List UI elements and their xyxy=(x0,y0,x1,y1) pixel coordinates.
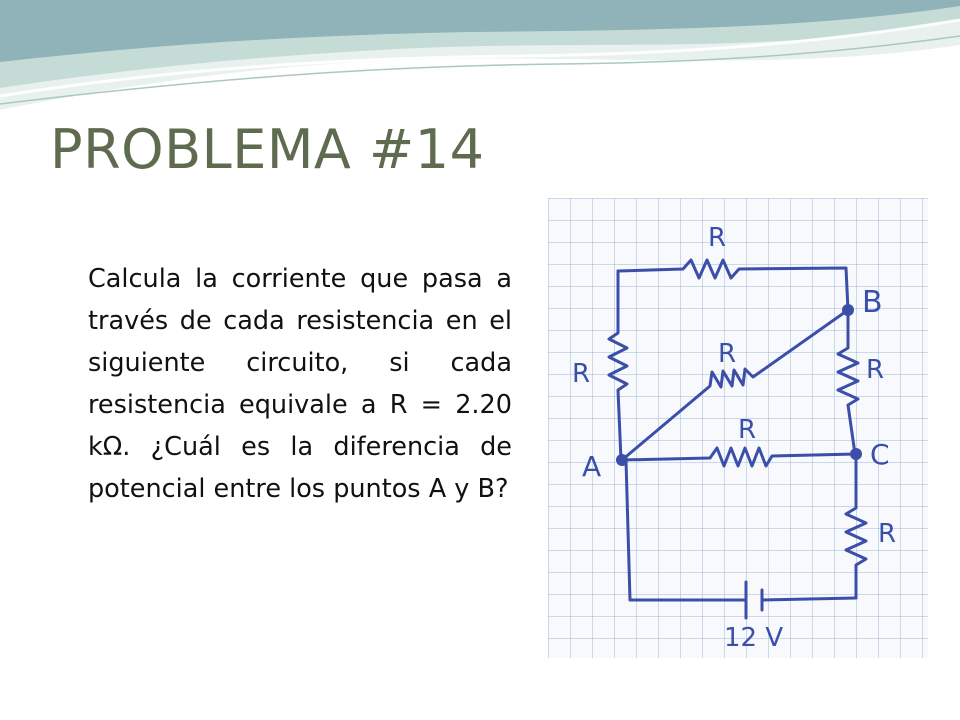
resistor-label-right: R xyxy=(866,355,885,385)
resistor-label-diagonal: R xyxy=(718,339,737,369)
problem-statement: Calcula la corriente que pasa a través de cada resistencia en el siguiente circuito, si cada resistencia equivale a R = 2.20 kΩ. ¿Cuál es la diferencia de potencial entre los puntos A y B? xyxy=(88,264,512,504)
node-b-dot xyxy=(842,304,854,316)
slide-title: PROBLEMA #14 xyxy=(50,118,485,181)
battery-label: 12 V xyxy=(724,623,784,653)
node-c-label: C xyxy=(870,438,890,471)
node-b-label: B xyxy=(862,285,883,320)
resistor-label-left: R xyxy=(572,359,591,389)
circuit-diagram xyxy=(548,198,928,658)
node-c-dot xyxy=(850,448,862,460)
header-wave-decoration xyxy=(0,0,960,130)
resistor-label-top: R xyxy=(708,223,727,253)
node-a-label: A xyxy=(582,450,602,483)
node-a-dot xyxy=(616,454,628,466)
resistor-label-lower-right: R xyxy=(878,519,897,549)
resistor-label-middle: R xyxy=(738,415,757,445)
